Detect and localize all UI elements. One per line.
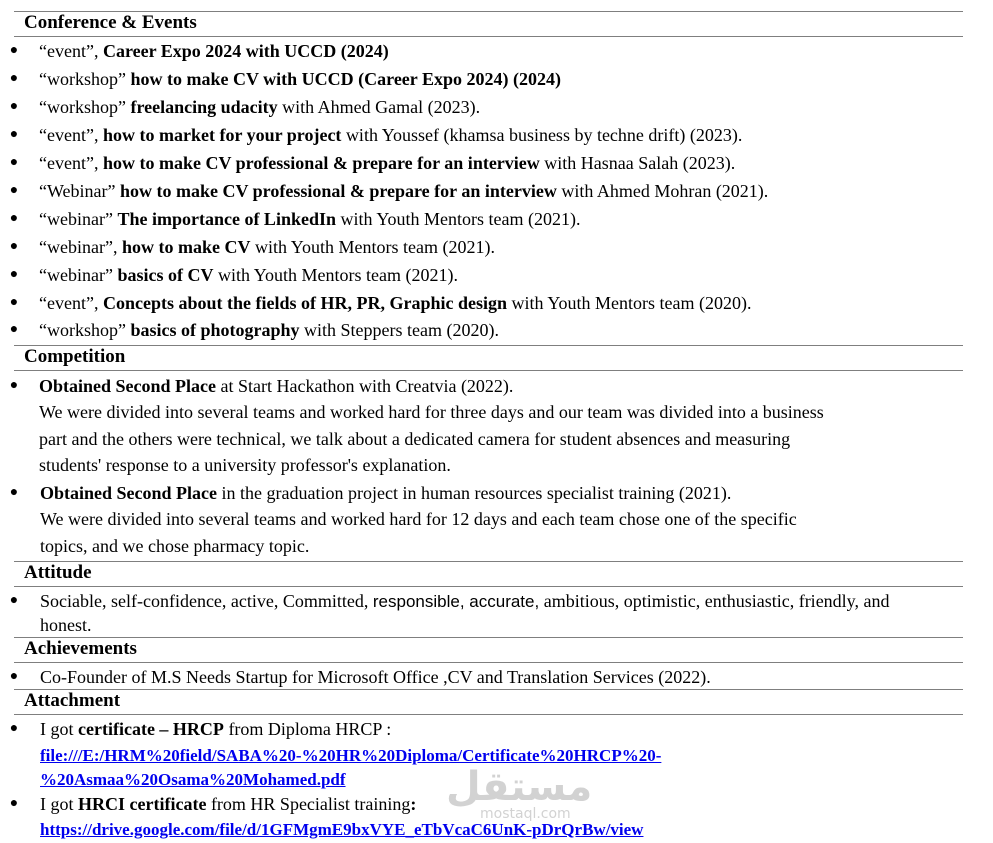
event-detail: with Youssef (khamsa business by techne drift) (2023). — [341, 125, 743, 145]
event-title: how to market for your project — [102, 125, 342, 145]
event-title: basics of CV — [117, 265, 214, 285]
competition-header-rule — [14, 345, 963, 371]
achievements-title: Achievements — [24, 638, 137, 659]
bullet-icon: ● — [9, 99, 19, 114]
event-detail: with Youth Mentors team (2021). — [335, 209, 581, 229]
attachment-bold: HRCI certificate — [78, 794, 207, 814]
certificate-link-part1[interactable]: file:///E:/HRM%20field/SABA%20-%20HR%20Diploma/Certificate%20HRCP%20- — [40, 746, 662, 765]
achievement-text: Co-Founder of M.S Needs Startup for Microsoft Office ,CV and Translation Services (2022). — [40, 667, 711, 687]
event-title: Concepts about the fields of HR, PR, Graphic design — [102, 293, 507, 313]
competition-title: Competition — [24, 346, 126, 367]
text-line: We were divided into several teams and worked hard for three days and our team was divided into a business — [39, 402, 824, 422]
bullet-icon: ● — [9, 295, 19, 310]
attachment-header-rule — [14, 689, 963, 715]
event-title: how to make CV professional & prepare for an interview — [102, 153, 540, 173]
event-title: The importance of LinkedIn — [117, 209, 336, 229]
attachment-text: from HR Specialist training — [206, 794, 411, 814]
event-detail: with Hasnaa Salah (2023). — [539, 153, 736, 173]
attitude-text-sans: responsible, accurate, — [372, 592, 540, 611]
event-type: “event”, — [39, 41, 103, 61]
text-line: part and the others were technical, we talk about a dedicated camera for student absences and measuring — [39, 429, 791, 449]
certificate-link-part2[interactable]: %20Asmaa%20Osama%20Mohamed.pdf — [40, 770, 346, 789]
attachment-text: I got — [40, 719, 78, 739]
bullet-icon: ● — [9, 211, 19, 226]
event-title: freelancing udacity — [130, 97, 278, 117]
achievements-header-rule — [14, 637, 963, 663]
event-type: “workshop” — [39, 97, 131, 117]
bullet-icon: ● — [9, 721, 19, 736]
attitude-text: Sociable, self-confidence, active, Committed, — [40, 591, 373, 611]
attachment-title: Attachment — [24, 690, 121, 711]
attachment-text: from Diploma HRCP : — [223, 719, 392, 739]
bullet-icon: ● — [9, 485, 19, 500]
event-type: “webinar” — [39, 209, 118, 229]
attitude-title: Attitude — [24, 562, 92, 583]
text-line: topics, and we chose pharmacy topic. — [40, 536, 310, 556]
event-type: “event”, — [39, 153, 103, 173]
conference-title: Conference & Events — [24, 12, 197, 33]
event-type: “workshop” — [39, 69, 131, 89]
event-title: how to make CV with UCCD (Career Expo 2024) (2024) — [130, 69, 561, 89]
attachment-text: I got — [40, 794, 78, 814]
watermark-url: mostaql.com — [480, 806, 571, 822]
bullet-icon: ● — [9, 183, 19, 198]
bullet-icon: ● — [9, 669, 19, 684]
bullet-icon: ● — [9, 43, 19, 58]
text-line: students' response to a university professor's explanation. — [39, 455, 451, 475]
attachment-bold: certificate – HRCP — [78, 719, 224, 739]
event-detail: with Steppers team (2020). — [299, 320, 499, 340]
event-title: how to make CV professional & prepare for an interview — [120, 181, 557, 201]
bullet-icon: ● — [9, 593, 19, 608]
event-type: “webinar” — [39, 265, 118, 285]
bullet-icon: ● — [9, 796, 19, 811]
event-title: how to make CV — [121, 237, 251, 257]
event-detail: with Ahmed Gamal (2023). — [277, 97, 481, 117]
bullet-icon: ● — [9, 71, 19, 86]
event-title: Career Expo 2024 with UCCD (2024) — [102, 41, 389, 61]
award-detail: at Start Hackathon with Creatvia (2022). — [216, 376, 514, 396]
event-title: basics of photography — [130, 320, 300, 340]
bullet-icon: ● — [9, 127, 19, 142]
event-detail: with Youth Mentors team (2020). — [506, 293, 752, 313]
event-type: “event”, — [39, 125, 103, 145]
bullet-icon: ● — [9, 322, 19, 337]
attachment-colon: : — [410, 794, 417, 814]
bullet-icon: ● — [9, 267, 19, 282]
bullet-icon: ● — [9, 239, 19, 254]
event-type: “event”, — [39, 293, 103, 313]
award-detail: in the graduation project in human resources specialist training (2021). — [217, 483, 732, 503]
event-type: “webinar”, — [39, 237, 122, 257]
text-line: We were divided into several teams and worked hard for 12 days and each team chose one of the specific — [40, 509, 797, 529]
award-title: Obtained Second Place — [39, 376, 217, 396]
drive-link[interactable]: https://drive.google.com/file/d/1GFMgmE9bxVYE_eTbVcaC6UnK-pDrQrBw/view — [40, 820, 644, 839]
event-type: “workshop” — [39, 320, 131, 340]
bullet-icon: ● — [9, 378, 19, 393]
event-type: “Webinar” — [39, 181, 120, 201]
event-detail: with Youth Mentors team (2021). — [213, 265, 458, 285]
bullet-icon: ● — [9, 155, 19, 170]
watermark-logo: مستقل — [446, 764, 593, 810]
event-detail: with Youth Mentors team (2021). — [250, 237, 495, 257]
attitude-header-rule — [14, 561, 963, 587]
event-detail: with Ahmed Mohran (2021). — [556, 181, 769, 201]
attitude-text: honest. — [40, 615, 92, 635]
attitude-text: ambitious, optimistic, enthusiastic, friendly, and — [539, 591, 890, 611]
award-title: Obtained Second Place — [40, 483, 218, 503]
